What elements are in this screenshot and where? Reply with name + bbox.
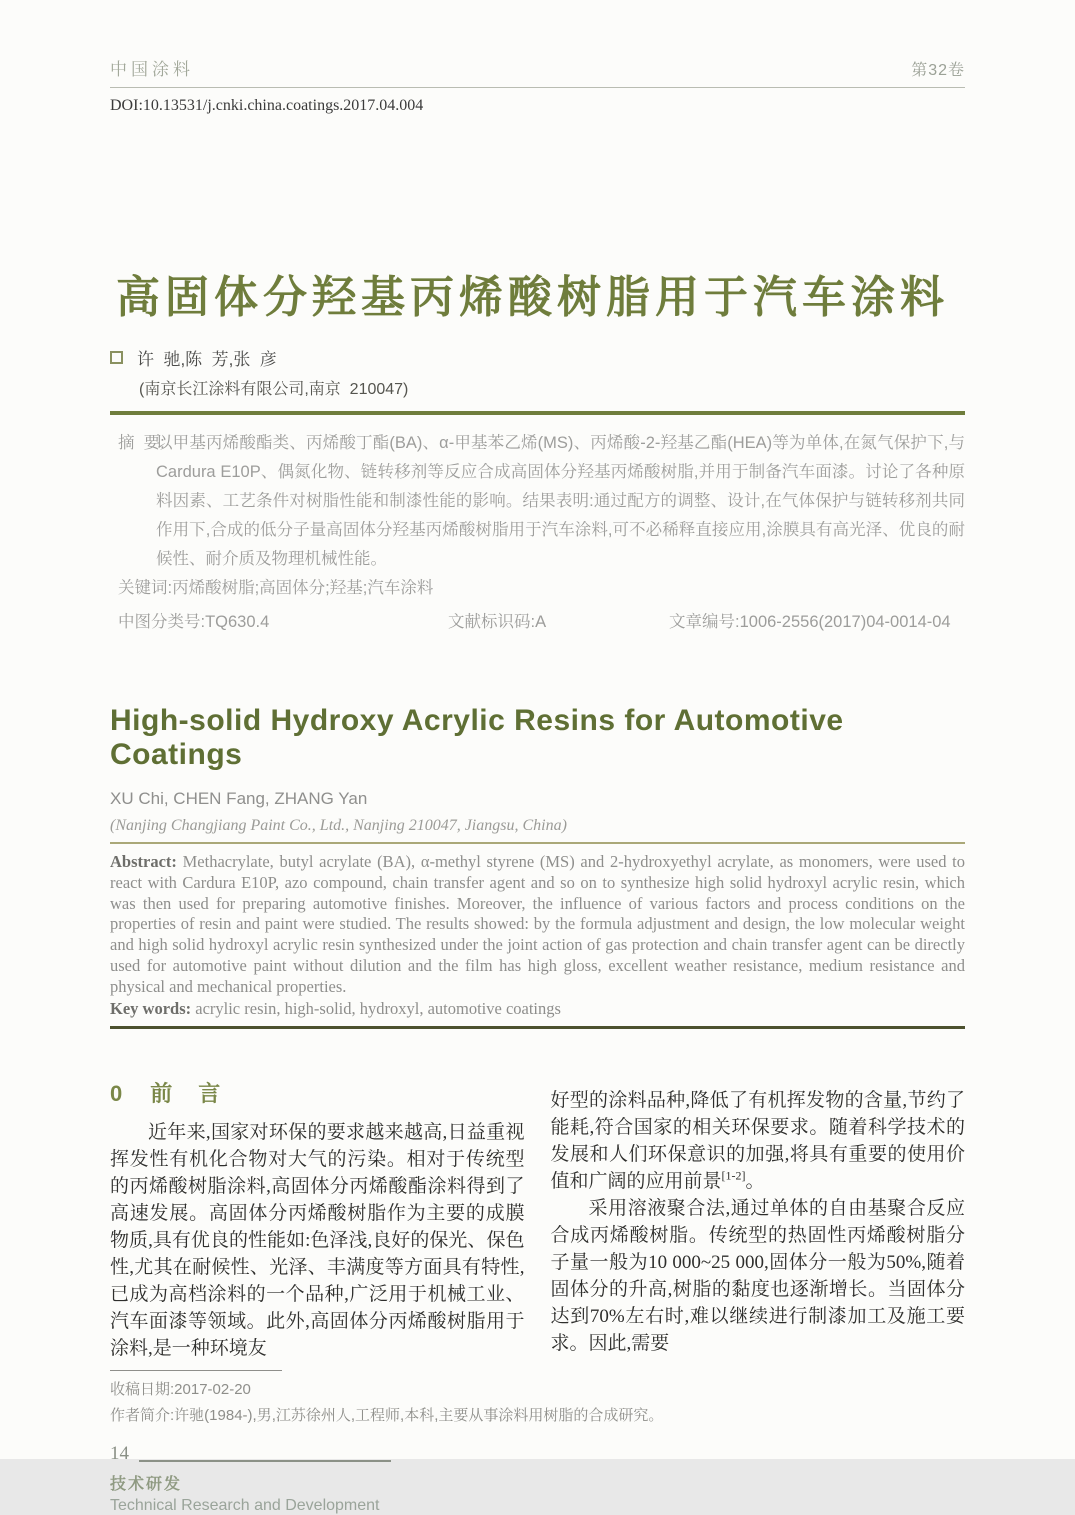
keywords-en-row (110, 998, 965, 1019)
paper-title-en: High-solid Hydroxy Acrylic Resins for Automotive Coatings (110, 704, 844, 771)
abstract-cn-block (110, 429, 965, 574)
article-id-value: 1006-2556(2017)04-0014-04 (739, 613, 951, 631)
body-column-left (110, 1079, 525, 1362)
received-date-row (110, 1377, 965, 1403)
body-columns (110, 1079, 965, 1362)
authors-cn-row (110, 345, 965, 370)
affiliation-cn: (南京长江涂料有限公司,南京 210047) (139, 381, 409, 398)
clc-value: TQ630.4 (205, 613, 270, 631)
section-title: 前言 (150, 1080, 247, 1106)
author-bio-row (110, 1403, 965, 1429)
abstract-cn-label: 摘 要: (118, 434, 165, 452)
page-header (110, 55, 965, 88)
doc-code-item (448, 610, 669, 634)
article-id-label: 文章编号: (669, 613, 740, 631)
footnote-block (110, 1377, 965, 1429)
paragraph-text: 好型的涂料品种,降低了有机挥发物的含量,节约了能耗,符合国家的相关环保要求。随着科学技术的发展和人们环保意识的加强,将具有重要的使用价值和广阔的应用前景 (550, 1089, 965, 1192)
clc-label: 中图分类号: (118, 613, 206, 631)
title-divider-rule (110, 411, 965, 415)
section-number: 0 (110, 1080, 123, 1106)
doc-code-value: A (535, 613, 547, 631)
english-divider-rule (110, 842, 965, 844)
article-id-item (669, 610, 965, 634)
paper-title-cn: 高固体分羟基丙烯酸树脂用于汽车涂料 (116, 273, 949, 322)
author-bio-label: 作者简介: (110, 1406, 175, 1424)
classification-row (110, 610, 965, 634)
author-bio-value: 许驰(1984-),男,江苏徐州人,工程师,本科,主要从事涂料用树脂的合成研究。 (174, 1406, 664, 1424)
abstract-bottom-rule (110, 1026, 965, 1029)
abstract-en-label: Abstract: (110, 852, 177, 871)
page-number: 14 (110, 1442, 129, 1464)
body-right-paragraph-2: 采用溶液聚合法,通过单体的自由基聚合反应合成丙烯酸树脂。传统型的热固性丙烯酸树脂分子量一般为10 000~25 000,固体分一般为50%,随着固体分的升高,树脂的黏度也逐渐增长。当固体分达到70%左右时,难以继续进行制漆加工及施工要求。因此,需要 (550, 1197, 965, 1354)
citation-superscript: [1-2] (721, 1168, 746, 1183)
footer-section-en: Technical Research and Development (110, 1496, 380, 1514)
footnote-rule (110, 1370, 282, 1371)
keywords-en-text: acrylic resin, high-solid, hydroxyl, automotive coatings (191, 998, 561, 1018)
body-column-right (551, 1079, 966, 1362)
received-date-label: 收稿日期: (110, 1380, 175, 1398)
body-left-paragraph: 近年来,国家对环保的要求越来越高,日益重视挥发性有机化合物对大气的污染。相对于传统型的丙烯酸树脂涂料,高固体分丙烯酸酯涂料得到了高速发展。高固体分丙烯酸树脂作为主要的成膜物质,具有优良的性能如:色泽浅,良好的保光、保色性,尤其在耐候性、光泽、丰满度等方面具有特性,已成为高档涂料的一个品种,广泛用于机械工业、汽车面漆等领域。此外,高固体分丙烯酸树脂用于涂料,是一种环境友 (110, 1121, 525, 1359)
footer-section-cn: 技术研发 (110, 1475, 183, 1493)
keywords-en-label: Key words: (110, 998, 192, 1018)
keywords-cn-label: 关键词: (118, 579, 173, 597)
authors-cn: 许 驰,陈 芳,张 彦 (137, 350, 277, 369)
volume-label: 第32卷 (911, 62, 965, 79)
doc-code-label: 文献标识码: (448, 613, 536, 631)
affiliation-en: (Nanjing Changjiang Paint Co., Ltd., Nanjing 210047, Jiangsu, China) (110, 817, 567, 834)
abstract-en-text: Methacrylate, butyl acrylate (BA), α-methyl styrene (MS) and 2-hydroxyethyl acrylate, as monomers, were used to react with Cardura E10P, azo compound, chain transfer agent and so on to synthesize high solid hydroxyl acrylic resin, which was then used for preparing automotive finishes. Moreover, the influence of various factors and process conditions on the properties of resin and paint were studied. The results showed: by the formula adjustment and design, the low molecular weight and high solid hydroxyl acrylic resin synthesized under the joint action of gas protection and chain transfer agent can be directly used for automotive paint without dilution and the film has high gloss, excellent weather resistance, medium resistance and physical and mechanical properties. (110, 852, 965, 996)
received-date-value: 2017-02-20 (174, 1380, 251, 1398)
journal-name: 中国涂料 (110, 60, 194, 79)
abstract-cn-text: 以甲基丙烯酸酯类、丙烯酸丁酯(BA)、α-甲基苯乙烯(MS)、丙烯酸-2-羟基乙酯(HEA)等为单体,在氮气保护下,与Cardura E10P、偶氮化物、链转移剂等反应合成高固体分羟基丙烯酸树脂,并用于制备汽车面漆。讨论了各种原料因素、工艺条件对树脂性能和制漆性能的影响。结果表明:通过配方的调整、设计,在气体保护与链转移剂共同作用下,合成的低分子量高固体分羟基丙烯酸树脂用于汽车涂料,可不必稀释直接应用,涂膜具有高光泽、优良的耐候性、耐介质及物理机械性能。 (156, 434, 965, 568)
page-footer (110, 1443, 965, 1515)
authors-en: XU Chi, CHEN Fang, ZHANG Yan (110, 789, 368, 808)
paragraph-end: 。 (745, 1170, 765, 1192)
keywords-cn-row (110, 574, 965, 603)
doi-text: DOI:10.13531/j.cnki.china.coatings.2017.04.004 (110, 97, 424, 114)
section-heading (110, 1079, 525, 1109)
author-marker-icon (110, 351, 123, 364)
abstract-en-paragraph (110, 852, 965, 998)
page-number-rule (139, 1460, 391, 1462)
page-number-row (110, 1443, 965, 1465)
body-right-paragraph-1 (551, 1087, 966, 1195)
clc-item (118, 610, 448, 634)
keywords-cn-text: 丙烯酸树脂;高固体分;羟基;汽车涂料 (172, 579, 434, 597)
